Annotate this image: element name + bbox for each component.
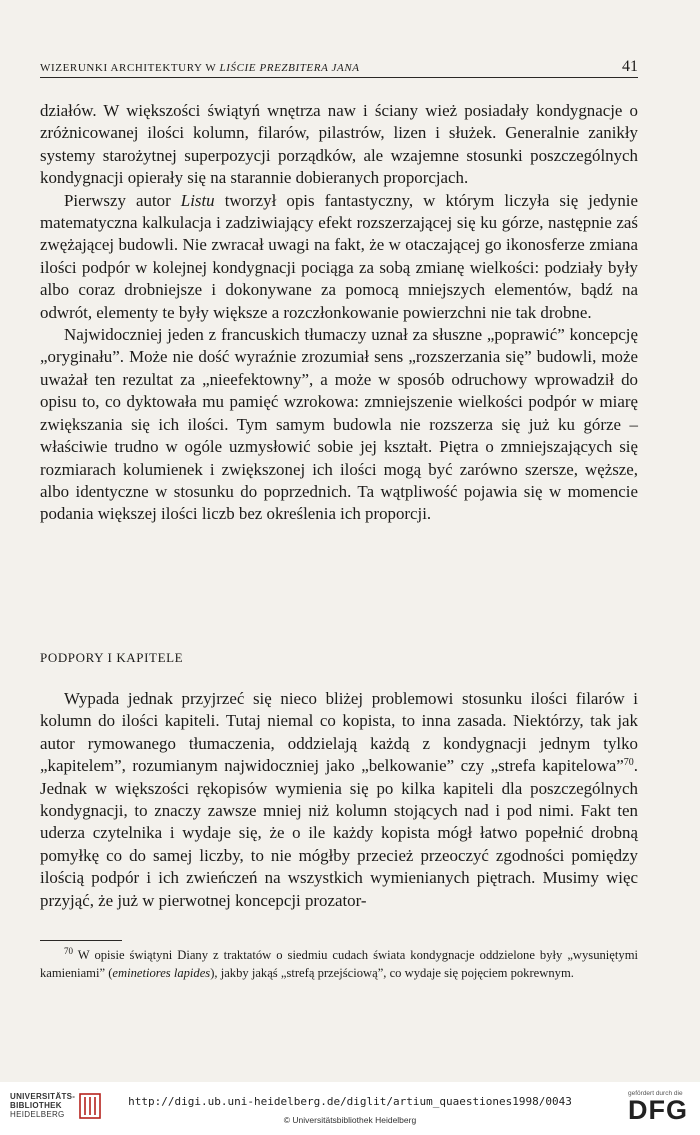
running-title-italic: LIŚCIE PREZBITERA JANA	[219, 62, 360, 74]
footer-bar	[0, 1082, 700, 1135]
paragraph-3: Najwidoczniej jeden z francuskich tłumaczy uznał za słuszne „poprawić” koncepcję „oryginału”. Może nie dość wyraźnie zrozumiał sens „rozszerzania się” budowli, może uważał ten rezultat za „nieefektowny”, a może w sposób odruchowy wprowadził do opisu to, co dyktowała mu pamięć wzrokowa: zmniejszenie wielkości podpór w miarę zwiększania się ich ilości. Tym samym budowla nie rozszerza się już ku górze – właściwie trudno w ogóle uzmysłowić sobie jej kształt. Piętra o zmniejszających się rozmiarach kolumienek i zwiększonej ich ilości mogą być zarówno szersze, węższe, albo identyczne w stosunku do poprzednich. Ta wątpliwość pojawia się w momencie podania większej ilości liczb bez określenia ich proporcji.	[40, 325, 638, 524]
list-title-italic: Listu	[180, 190, 215, 210]
running-header	[40, 58, 638, 76]
library-name-line-1: UNIVERSITÄTS-	[10, 1092, 76, 1101]
section-heading: PODPORY I KAPITELE	[40, 650, 184, 665]
paragraph-2	[40, 190, 638, 324]
paragraph-4	[40, 688, 638, 912]
footnote-text	[40, 947, 638, 982]
footnote-text-start: W opisie świątyni Diany z traktatów o siedmiu cudach świata kondygnacje oddzielone były „wysuniętymi kamieniami” (	[40, 948, 638, 980]
paragraph-2-rest: tworzył opis fantastyczny, w którym liczyła się jedynie matematyczna kalkulacja i zadziwiający efekt rozszerzającej się ku górze, następnie zaś zwężającej budowli. Nie zwracał uwagi na fakt, że w otaczającej go ikonosferze zmiana ilości podpór w kolejnej kondygnacji pociąga za sobą zmianę wielkości: podziały były albo coraz drobniejsze i dokonywane za pomocą mniejszych elementów, bądź na odwrót, elementy te były większe a rozczłonkowanie powierzchni nie tak drobne.	[40, 190, 638, 322]
funder-note: gefördert durch die	[628, 1090, 683, 1097]
footnote-text-end: ), jakby jakąś „strefą przejściową”, co wydaje się pojęciem pokrewnym.	[210, 965, 574, 980]
paragraph-4-start: Wypada jednak przyjrzeć się nieco bliżej problemowi stosunku ilości filarów i kolumn do ilości kapiteli. Tutaj niemal co kopista, to inna zasada. Niektórzy, tak jak autor rymowanego tłumaczenia, oddzielają każdą z kondygnacji jednym tylko „kapitelem”, rozumianym najwidoczniej jako „belkowanie” czy „strefa kapitelowa”	[40, 689, 638, 776]
library-name-line-3: HEIDELBERG	[10, 1110, 65, 1119]
footnote	[40, 947, 638, 982]
paragraph-2-start: Pierwszy autor	[64, 190, 181, 210]
paragraph-4-rest: . Jednak w większości rękopisów wymienia się po kilka kapiteli dla poszczególnych kondygnacji, to znaczy zawsze mniej niż kolumn stojących nad i pod nimi. Fakt ten uderza czytelnika i wydaje się, że o ile każdy kopista mógł łatwo popełnić drobną pomyłkę co do samej liczby, to nie mógłby przecież przeoczyć zgodności pomiędzy ilością podpór i ich zwieńczeń na wszystkich wymienianych piętrach. Musimy więc przyjąć, że już w pierwotnej koncepcji prozator-	[40, 756, 638, 910]
paragraph-1: działów. W większości świątyń wnętrza naw i ściany wież posiadały kondygnacje o zróżnicowanej ilości kolumn, filarów, pilastrów, lizen i służek. Generalnie zanikły systemy starożytnej superpozycji porządków, ale wzajemne stosunki poszczególnych kondygnacji opierały się na starannie dobieranych proporcjach.	[40, 101, 638, 188]
footer-url-link[interactable]: http://digi.ub.uni-heidelberg.de/diglit/artium_quaestiones1998/0043	[128, 1095, 572, 1108]
footnote-italic: eminetiores lapides	[112, 965, 211, 980]
page-number: 41	[622, 58, 638, 75]
footer-copyright: © Universitätsbibliothek Heidelberg	[283, 1115, 417, 1125]
footnote-reference[interactable]: 70	[623, 757, 634, 769]
running-title	[40, 62, 360, 74]
running-title-prefix: WIZERUNKI ARCHITEKTURY W	[40, 62, 217, 74]
footnote-number: 70	[64, 946, 73, 956]
dfg-logo[interactable]	[628, 1090, 688, 1124]
footnote-rule	[40, 940, 122, 941]
body-section-1	[40, 100, 638, 526]
body-section-2	[40, 688, 638, 912]
header-rule	[40, 77, 638, 78]
library-name-line-2: BIBLIOTHEK	[10, 1101, 62, 1110]
funder-name: DFG	[628, 1095, 688, 1125]
